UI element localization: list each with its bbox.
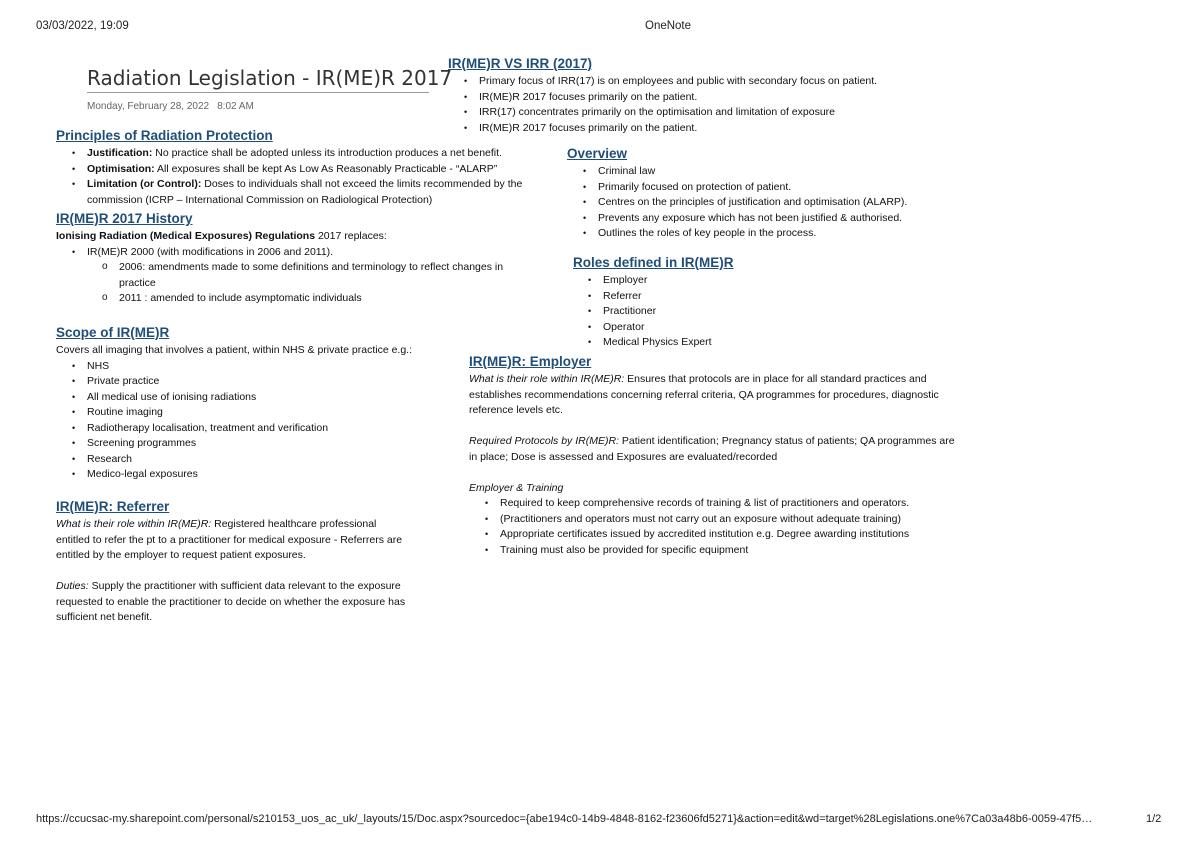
print-datetime: 03/03/2022, 19:09 — [36, 20, 129, 32]
principles-list — [72, 146, 572, 208]
bullet: • — [485, 498, 489, 508]
overview-item-text: Criminal law — [598, 165, 656, 177]
referrer-role-line — [56, 517, 466, 533]
bullet: • — [72, 422, 76, 433]
footer-page-number: 1/2 — [1146, 813, 1162, 825]
principle-label: Justification: — [87, 147, 153, 159]
list-item — [72, 245, 566, 261]
overview-item-text: Prevents any exposure which has not been justified & authorised. — [598, 211, 903, 224]
bullet: • — [72, 179, 76, 189]
bullet: • — [464, 76, 468, 86]
vs-item-text: IR(ME)R 2017 focuses primarily on the patient. — [479, 121, 698, 134]
bullet: • — [72, 469, 76, 479]
training-item-text: Appropriate certificates issued by accredited institution e.g. Degree awarding institutions — [500, 528, 910, 540]
bullet: • — [72, 391, 76, 402]
list-item — [588, 335, 788, 351]
sub-list-item — [102, 291, 566, 307]
training-item-text: Training must also be provided for specific equipment — [500, 543, 749, 556]
list-item — [72, 390, 476, 406]
spacer — [469, 465, 1029, 481]
history-intro-bold: Ionising Radiation (Medical Exposures) Regulations — [56, 230, 316, 242]
list-item — [588, 289, 788, 305]
history-sub2-text: 2011 : amended to include asymptomatic individuals — [119, 292, 362, 304]
list-item — [583, 195, 963, 211]
list-item — [588, 304, 788, 320]
list-item — [72, 421, 476, 437]
bullet: • — [464, 91, 468, 102]
training-item-text: Required to keep comprehensive records of training & list of practitioners and operators. — [500, 497, 910, 509]
bullet: • — [72, 246, 76, 257]
list-item — [72, 359, 476, 375]
bullet: • — [72, 407, 76, 417]
sub-list-item — [102, 260, 566, 276]
page-title[interactable]: Radiation Legislation - IR(ME)R 2017 — [87, 66, 429, 93]
history-heading: IR(ME)R 2017 History — [56, 211, 193, 226]
bullet: • — [583, 181, 587, 192]
list-item — [588, 273, 788, 289]
list-item — [72, 467, 476, 483]
vs-item-text: IR(ME)R 2017 focuses primarily on the patient. — [479, 90, 698, 103]
role-item-text: Operator — [603, 320, 645, 333]
employer-role-line: establishes recommendations concerning referral criteria, QA programmes for procedures, diagnostic — [469, 388, 939, 401]
scope-item-text: Research — [87, 452, 132, 465]
list-item — [72, 405, 476, 421]
referrer-duties-line: sufficient net benefit. — [56, 611, 153, 623]
principle-label: Optimisation: — [87, 162, 155, 175]
bullet: • — [72, 163, 76, 174]
employer-heading: IR(ME)R: Employer — [469, 354, 592, 369]
overview-item-text: Centres on the principles of justification and optimisation (ALARP). — [598, 196, 908, 208]
list-item-continuation: commission (ICRP – International Commission on Radiological Protection) — [87, 193, 433, 206]
sub-bullet: o — [102, 261, 108, 272]
scope-section — [56, 343, 476, 483]
bullet: • — [588, 275, 592, 285]
referrer-duties-text: Supply the practitioner with sufficient data relevant to the exposure — [88, 580, 401, 592]
scope-item-text: Routine imaging — [87, 406, 163, 418]
list-item — [464, 105, 944, 121]
bullet: • — [588, 306, 592, 316]
employer-role-line: reference levels etc. — [469, 404, 563, 416]
employer-training-label-text: Employer & Training — [469, 481, 564, 494]
sub-list-item-continuation: practice — [119, 276, 156, 289]
list-item — [72, 436, 476, 452]
page-date-time — [87, 101, 262, 112]
employer-protocols-text: Patient identification; Pregnancy status of patients; QA programmes are — [618, 435, 955, 447]
role-item-text: Referrer — [603, 289, 642, 302]
employer-training-list — [469, 496, 1029, 558]
scope-item-text: Private practice — [87, 375, 160, 387]
bullet: • — [588, 337, 592, 347]
overview-heading: Overview — [567, 146, 628, 161]
list-item — [72, 452, 476, 468]
scope-item-text: Radiotherapy localisation, treatment and verification — [87, 421, 329, 434]
training-item-text: (Practitioners and operators must not carry out an exposure without adequate training) — [500, 512, 901, 525]
bullet: • — [485, 544, 489, 555]
page-date: Monday, February 28, 2022 — [87, 101, 210, 112]
history-intro-rest: 2017 replaces: — [315, 230, 387, 242]
referrer-role-text: Registered healthcare professional — [211, 518, 377, 530]
roles-heading: Roles defined in IR(ME)R — [573, 255, 734, 270]
bullet: • — [72, 453, 76, 464]
list-item — [72, 177, 572, 193]
list-item — [464, 90, 944, 106]
list-item — [72, 146, 572, 162]
bullet: • — [588, 321, 592, 332]
list-item — [485, 527, 1029, 543]
referrer-role-line: entitled to refer the pt to a practitioner for medical exposure - Referrers are — [56, 533, 403, 546]
vs-item-text: Primary focus of IRR(17) is on employees and public with secondary focus on patient. — [479, 75, 878, 87]
vs-item-text: IRR(17) concentrates primarily on the optimisation and limitation of exposure — [479, 106, 836, 118]
employer-role-line — [469, 372, 1029, 388]
list-item — [485, 496, 1029, 512]
employer-training-label — [469, 481, 1029, 497]
sub-bullet: o — [102, 292, 108, 303]
print-app-name: OneNote — [645, 20, 692, 32]
scope-item-text: NHS — [87, 359, 110, 372]
bullet: • — [72, 438, 76, 448]
scope-item-text: Screening programmes — [87, 437, 197, 449]
history-section — [56, 229, 566, 307]
list-item — [485, 512, 1029, 528]
referrer-duties-line: requested to enable the practitioner to decide on whether the exposure has — [56, 595, 406, 608]
bullet: • — [485, 529, 489, 539]
list-item — [588, 320, 788, 336]
role-item-text: Employer — [603, 274, 648, 286]
history-intro — [56, 229, 566, 245]
history-item-text: IR(ME)R 2000 (with modifications in 2006 and 2011). — [87, 245, 334, 258]
employer-role-label: What is their role within IR(ME)R: — [469, 373, 625, 385]
list-item — [583, 180, 963, 196]
referrer-role-line: entitled by the employer to request patient exposures. — [56, 549, 306, 561]
bullet: • — [72, 360, 76, 371]
overview-item-text: Primarily focused on protection of patient. — [598, 180, 792, 193]
bullet: • — [485, 513, 489, 524]
bullet: • — [583, 166, 587, 176]
employer-protocols-line — [469, 434, 1029, 450]
employer-protocols-line: in place; Dose is assessed and Exposures are evaluated/recorded — [469, 450, 778, 463]
bullet: • — [464, 122, 468, 133]
list-item — [72, 162, 572, 178]
spacer — [56, 564, 466, 580]
referrer-role-label: What is their role within IR(ME)R: — [56, 518, 212, 530]
bullet: • — [464, 107, 468, 117]
principle-text: No practice shall be adopted unless its introduction produces a net benefit. — [152, 147, 502, 159]
vs-heading: IR(ME)R VS IRR (2017) — [448, 56, 593, 71]
list-item — [464, 121, 944, 137]
role-item-text: Medical Physics Expert — [603, 336, 712, 348]
principle-label: Limitation (or Control): — [87, 178, 202, 190]
referrer-section — [56, 517, 466, 626]
principle-text: Doses to individuals shall not exceed the limits recommended by the — [201, 178, 523, 190]
bullet: • — [583, 212, 587, 223]
bullet: • — [72, 376, 76, 386]
list-item — [485, 543, 1029, 559]
scope-item-text: Medico-legal exposures — [87, 468, 198, 480]
list-item — [583, 211, 963, 227]
roles-list — [588, 273, 788, 351]
scope-intro: Covers all imaging that involves a patient, within NHS & private practice e.g.: — [56, 344, 413, 356]
bullet: • — [588, 290, 592, 301]
overview-item-text: Outlines the roles of key people in the process. — [598, 227, 817, 239]
bullet: • — [72, 148, 76, 158]
page-time: 8:02 AM — [217, 101, 254, 112]
scope-item-text: All medical use of ionising radiations — [87, 390, 257, 403]
principles-heading: Principles of Radiation Protection — [56, 128, 273, 143]
employer-section — [469, 372, 1029, 558]
referrer-duties-label: Duties: — [56, 580, 89, 592]
bullet: • — [583, 197, 587, 207]
list-item — [464, 74, 944, 90]
list-item — [72, 374, 476, 390]
spacer — [469, 419, 1029, 435]
employer-role-text: Ensures that protocols are in place for all standard practices and — [624, 373, 927, 385]
list-item — [583, 226, 963, 242]
referrer-duties-line — [56, 579, 466, 595]
referrer-heading: IR(ME)R: Referrer — [56, 499, 170, 514]
scope-list — [56, 359, 476, 483]
history-sub1-text: 2006: amendments made to some definitions and terminology to reflect changes in — [119, 261, 504, 273]
role-item-text: Practitioner — [603, 305, 657, 317]
list-item — [583, 164, 963, 180]
footer-url: https://ccucsac-my.sharepoint.com/personal/s210153_uos_ac_uk/_layouts/15/Doc.aspx?sourcedoc={abe194c0-14b9-4848-8162-f23606fd5271}&action=edit&wd=target%28Legislations.one%7Ca03a48b6-0059-47f5… — [36, 813, 1093, 825]
scope-heading: Scope of IR(ME)R — [56, 325, 170, 340]
vs-list — [464, 74, 944, 136]
overview-list — [583, 164, 963, 242]
employer-protocols-label: Required Protocols by IR(ME)R: — [469, 435, 619, 447]
principle-text: All exposures shall be kept As Low As Reasonably Practicable - “ALARP” — [154, 162, 498, 175]
bullet: • — [583, 228, 587, 238]
